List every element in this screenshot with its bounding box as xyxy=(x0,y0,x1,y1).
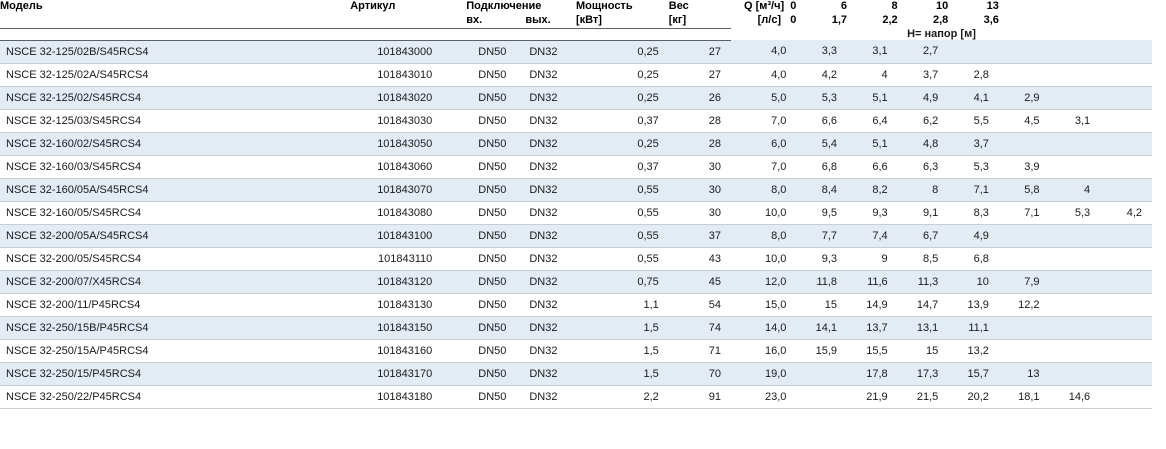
cell-spacer xyxy=(245,86,350,109)
cell-h-1: 6,6 xyxy=(796,109,847,132)
cell-h-6 xyxy=(1050,40,1101,63)
cell-h-7 xyxy=(1100,86,1152,109)
cell-h-3: 4,9 xyxy=(898,86,949,109)
header-article: Артикул xyxy=(350,0,466,28)
cell-h-6 xyxy=(1050,293,1101,316)
cell-connection-in: DN50 xyxy=(466,224,525,247)
cell-article: 101843010 xyxy=(350,63,466,86)
q-ls-value-4-cell: 3,6 xyxy=(948,14,999,28)
cell-h-1: 3,3 xyxy=(796,40,847,63)
cell-h-2: 13,7 xyxy=(847,316,898,339)
cell-power: 0,37 xyxy=(576,109,669,132)
cell-connection-out: DN32 xyxy=(525,86,576,109)
cell-article: 101843070 xyxy=(350,178,466,201)
cell-weight: 28 xyxy=(669,132,731,155)
cell-h-3: 14,7 xyxy=(898,293,949,316)
q-value-0: 0 xyxy=(790,0,797,12)
cell-h-6 xyxy=(1050,224,1101,247)
cell-power: 1,5 xyxy=(576,362,669,385)
cell-h-6 xyxy=(1050,63,1101,86)
cell-h-0: 12,0 xyxy=(731,270,796,293)
cell-power: 1,5 xyxy=(576,339,669,362)
cell-h-4: 5,3 xyxy=(948,155,999,178)
cell-h-6: 5,3 xyxy=(1050,201,1101,224)
cell-h-2: 9 xyxy=(847,247,898,270)
cell-connection-in: DN50 xyxy=(466,155,525,178)
cell-h-4: 8,3 xyxy=(948,201,999,224)
cell-connection-out: DN32 xyxy=(525,385,576,408)
cell-weight: 26 xyxy=(669,86,731,109)
cell-h-2: 6,4 xyxy=(847,109,898,132)
cell-power: 0,37 xyxy=(576,155,669,178)
cell-h-3: 6,7 xyxy=(898,224,949,247)
cell-h-0: 19,0 xyxy=(731,362,796,385)
q-value-4-cell: 13 xyxy=(948,0,999,14)
cell-connection-in: DN50 xyxy=(466,109,525,132)
cell-weight: 43 xyxy=(669,247,731,270)
header-connection-in: вх. xyxy=(466,14,525,28)
cell-model: NSCE 32-160/02/S45RCS4 xyxy=(0,132,245,155)
table-row[interactable] xyxy=(0,86,1152,109)
header-q-label: Q [м³/ч] 0 xyxy=(731,0,796,14)
cell-connection-out: DN32 xyxy=(525,155,576,178)
cell-spacer xyxy=(245,40,350,63)
cell-h-2: 5,1 xyxy=(847,86,898,109)
cell-model: NSCE 32-250/15A/P45RCS4 xyxy=(0,339,245,362)
cell-connection-in: DN50 xyxy=(466,201,525,224)
cell-h-5: 7,1 xyxy=(999,201,1050,224)
cell-h-3: 6,2 xyxy=(898,109,949,132)
cell-connection-in: DN50 xyxy=(466,40,525,63)
header-weight-label: Вес xyxy=(668,0,689,12)
cell-spacer xyxy=(245,362,350,385)
cell-connection-in: DN50 xyxy=(466,178,525,201)
cell-weight: 28 xyxy=(669,109,731,132)
cell-weight: 30 xyxy=(669,155,731,178)
q-ls-value-1-cell: 1,7 xyxy=(796,14,847,28)
cell-h-6 xyxy=(1050,247,1101,270)
cell-connection-in: DN50 xyxy=(466,86,525,109)
cell-connection-out: DN32 xyxy=(525,178,576,201)
cell-power: 0,25 xyxy=(576,132,669,155)
cell-connection-out: DN32 xyxy=(525,132,576,155)
cell-h-3: 11,3 xyxy=(898,270,949,293)
cell-h-7 xyxy=(1100,385,1152,408)
cell-h-0: 23,0 xyxy=(731,385,796,408)
header-power-label: Мощность xyxy=(575,0,633,12)
cell-power: 0,55 xyxy=(576,201,669,224)
cell-h-6 xyxy=(1050,155,1101,178)
cell-model: NSCE 32-250/15/P45RCS4 xyxy=(0,362,245,385)
cell-connection-in: DN50 xyxy=(466,339,525,362)
cell-weight: 91 xyxy=(669,385,731,408)
cell-h-1: 6,8 xyxy=(796,155,847,178)
cell-spacer xyxy=(245,293,350,316)
cell-connection-out: DN32 xyxy=(525,362,576,385)
table-row[interactable] xyxy=(0,40,1152,63)
cell-h-3: 21,5 xyxy=(898,385,949,408)
cell-h-3: 13,1 xyxy=(898,316,949,339)
cell-h-0: 7,0 xyxy=(731,109,796,132)
cell-h-1: 5,3 xyxy=(796,86,847,109)
cell-h-2: 5,1 xyxy=(847,132,898,155)
cell-article: 101843000 xyxy=(350,40,466,63)
cell-weight: 45 xyxy=(669,270,731,293)
cell-h-7 xyxy=(1100,178,1152,201)
cell-h-6 xyxy=(1050,339,1101,362)
cell-h-1: 11,8 xyxy=(796,270,847,293)
cell-h-7 xyxy=(1100,293,1152,316)
cell-h-2: 14,9 xyxy=(847,293,898,316)
cell-power: 0,55 xyxy=(576,178,669,201)
header-weight xyxy=(669,0,731,28)
cell-spacer xyxy=(245,109,350,132)
cell-h-2: 17,8 xyxy=(847,362,898,385)
cell-h-5: 7,9 xyxy=(999,270,1050,293)
cell-connection-in: DN50 xyxy=(466,63,525,86)
q-ls-value-2-cell: 2,2 xyxy=(847,14,898,28)
cell-h-1: 9,3 xyxy=(796,247,847,270)
cell-spacer xyxy=(245,339,350,362)
cell-h-4 xyxy=(948,40,999,63)
cell-h-4: 4,9 xyxy=(948,224,999,247)
cell-article: 101843130 xyxy=(350,293,466,316)
cell-h-7 xyxy=(1100,40,1152,63)
cell-power: 1,1 xyxy=(576,293,669,316)
cell-h-7 xyxy=(1100,362,1152,385)
cell-power: 0,25 xyxy=(576,40,669,63)
cell-h-0: 4,0 xyxy=(731,40,796,63)
cell-model: NSCE 32-250/22/P45RCS4 xyxy=(0,385,245,408)
cell-weight: 27 xyxy=(669,63,731,86)
cell-connection-out: DN32 xyxy=(525,316,576,339)
cell-power: 0,25 xyxy=(576,86,669,109)
cell-article: 101843020 xyxy=(350,86,466,109)
cell-h-2: 4 xyxy=(847,63,898,86)
cell-h-1: 7,7 xyxy=(796,224,847,247)
cell-h-0: 6,0 xyxy=(731,132,796,155)
cell-h-6: 3,1 xyxy=(1050,109,1101,132)
table-row[interactable] xyxy=(0,247,1152,270)
table-row[interactable] xyxy=(0,316,1152,339)
cell-article: 101843030 xyxy=(350,109,466,132)
cell-spacer xyxy=(245,63,350,86)
cell-spacer xyxy=(245,155,350,178)
cell-article: 101843120 xyxy=(350,270,466,293)
table-row[interactable] xyxy=(0,178,1152,201)
cell-model: NSCE 32-125/02B/S45RCS4 xyxy=(0,40,245,63)
cell-h-2: 11,6 xyxy=(847,270,898,293)
cell-h-7 xyxy=(1100,339,1152,362)
cell-connection-in: DN50 xyxy=(466,270,525,293)
cell-connection-in: DN50 xyxy=(466,132,525,155)
header-power xyxy=(576,0,669,28)
cell-h-0: 10,0 xyxy=(731,247,796,270)
cell-h-5 xyxy=(999,247,1050,270)
cell-h-7 xyxy=(1100,316,1152,339)
cell-h-7: 4,2 xyxy=(1100,201,1152,224)
cell-h-4: 13,9 xyxy=(948,293,999,316)
cell-h-5 xyxy=(999,132,1050,155)
table-row[interactable] xyxy=(0,293,1152,316)
q-value-5-cell xyxy=(999,0,1050,14)
table-header-row-1 xyxy=(0,0,1152,14)
q-ls-value-6-cell xyxy=(1050,14,1101,28)
cell-weight: 37 xyxy=(669,224,731,247)
cell-h-5: 2,9 xyxy=(999,86,1050,109)
cell-connection-out: DN32 xyxy=(525,270,576,293)
cell-h-2: 7,4 xyxy=(847,224,898,247)
cell-h-2: 8,2 xyxy=(847,178,898,201)
cell-spacer xyxy=(245,178,350,201)
cell-model: NSCE 32-160/03/S45RCS4 xyxy=(0,155,245,178)
cell-h-3: 4,8 xyxy=(898,132,949,155)
cell-h-7 xyxy=(1100,224,1152,247)
cell-model: NSCE 32-160/05/S45RCS4 xyxy=(0,201,245,224)
cell-h-3: 8 xyxy=(898,178,949,201)
table-row[interactable] xyxy=(0,362,1152,385)
cell-h-4: 15,7 xyxy=(948,362,999,385)
cell-h-1: 5,4 xyxy=(796,132,847,155)
cell-power: 0,55 xyxy=(576,224,669,247)
cell-spacer xyxy=(245,132,350,155)
q-value-6-cell xyxy=(1050,0,1101,14)
cell-h-5: 13 xyxy=(999,362,1050,385)
cell-h-1: 4,2 xyxy=(796,63,847,86)
cell-h-1: 15 xyxy=(796,293,847,316)
table-row[interactable] xyxy=(0,132,1152,155)
cell-h-3: 15 xyxy=(898,339,949,362)
cell-h-7 xyxy=(1100,132,1152,155)
cell-connection-in: DN50 xyxy=(466,362,525,385)
cell-spacer xyxy=(245,270,350,293)
cell-h-6 xyxy=(1050,132,1101,155)
cell-h-3: 6,3 xyxy=(898,155,949,178)
cell-h-2: 15,5 xyxy=(847,339,898,362)
header-blank-left xyxy=(0,28,731,40)
cell-connection-out: DN32 xyxy=(525,63,576,86)
cell-h-7 xyxy=(1100,109,1152,132)
cell-h-5: 5,8 xyxy=(999,178,1050,201)
cell-weight: 27 xyxy=(669,40,731,63)
cell-h-0: 14,0 xyxy=(731,316,796,339)
cell-h-4: 4,1 xyxy=(948,86,999,109)
table-header-row-3 xyxy=(0,28,1152,40)
cell-h-4: 6,8 xyxy=(948,247,999,270)
cell-h-5: 18,1 xyxy=(999,385,1050,408)
table-row[interactable] xyxy=(0,339,1152,362)
table-row[interactable] xyxy=(0,385,1152,408)
cell-h-3: 2,7 xyxy=(898,40,949,63)
cell-h-0: 8,0 xyxy=(731,224,796,247)
header-q-unit: [л/с] 0 xyxy=(731,14,796,28)
cell-model: NSCE 32-125/02/S45RCS4 xyxy=(0,86,245,109)
cell-h-5: 4,5 xyxy=(999,109,1050,132)
cell-h-5: 3,9 xyxy=(999,155,1050,178)
cell-article: 101843060 xyxy=(350,155,466,178)
cell-h-0: 10,0 xyxy=(731,201,796,224)
cell-article: 101843100 xyxy=(350,224,466,247)
cell-weight: 74 xyxy=(669,316,731,339)
cell-h-7 xyxy=(1100,247,1152,270)
cell-model: NSCE 32-125/02A/S45RCS4 xyxy=(0,63,245,86)
cell-power: 0,55 xyxy=(576,247,669,270)
cell-model: NSCE 32-200/05A/S45RCS4 xyxy=(0,224,245,247)
q-value-7-cell xyxy=(1100,0,1152,14)
q-value-2-cell: 8 xyxy=(847,0,898,14)
cell-model: NSCE 32-200/05/S45RCS4 xyxy=(0,247,245,270)
cell-connection-out: DN32 xyxy=(525,339,576,362)
q-value-3-cell: 10 xyxy=(898,0,949,14)
cell-h-3: 17,3 xyxy=(898,362,949,385)
cell-h-5 xyxy=(999,316,1050,339)
cell-h-4: 2,8 xyxy=(948,63,999,86)
cell-h-3: 8,5 xyxy=(898,247,949,270)
cell-power: 1,5 xyxy=(576,316,669,339)
cell-article: 101843180 xyxy=(350,385,466,408)
header-power-unit: [кВт] xyxy=(575,13,602,26)
cell-h-0: 4,0 xyxy=(731,63,796,86)
q-ls-value-3-cell: 2,8 xyxy=(898,14,949,28)
cell-h-4: 3,7 xyxy=(948,132,999,155)
cell-connection-out: DN32 xyxy=(525,224,576,247)
cell-h-6: 14,6 xyxy=(1050,385,1101,408)
cell-h-6 xyxy=(1050,316,1101,339)
cell-connection-in: DN50 xyxy=(466,385,525,408)
cell-h-1: 15,9 xyxy=(796,339,847,362)
cell-model: NSCE 32-160/05A/S45RCS4 xyxy=(0,178,245,201)
cell-connection-in: DN50 xyxy=(466,293,525,316)
cell-h-0: 8,0 xyxy=(731,178,796,201)
cell-h-1: 9,5 xyxy=(796,201,847,224)
cell-article: 101843080 xyxy=(350,201,466,224)
table-row[interactable] xyxy=(0,270,1152,293)
cell-h-1 xyxy=(796,385,847,408)
cell-model: NSCE 32-200/07/X45RCS4 xyxy=(0,270,245,293)
cell-h-7 xyxy=(1100,270,1152,293)
cell-h-7 xyxy=(1100,63,1152,86)
header-h-napor: H= напор [м] xyxy=(907,28,976,40)
cell-weight: 71 xyxy=(669,339,731,362)
cell-weight: 30 xyxy=(669,201,731,224)
cell-h-3: 3,7 xyxy=(898,63,949,86)
cell-h-5 xyxy=(999,224,1050,247)
cell-weight: 30 xyxy=(669,178,731,201)
cell-h-2: 3,1 xyxy=(847,40,898,63)
table-row[interactable] xyxy=(0,63,1152,86)
cell-h-5: 12,2 xyxy=(999,293,1050,316)
cell-article: 101843160 xyxy=(350,339,466,362)
cell-connection-in: DN50 xyxy=(466,247,525,270)
cell-h-1: 8,4 xyxy=(796,178,847,201)
cell-h-5 xyxy=(999,339,1050,362)
cell-h-6: 4 xyxy=(1050,178,1101,201)
cell-h-6 xyxy=(1050,362,1101,385)
cell-h-1: 14,1 xyxy=(796,316,847,339)
cell-spacer xyxy=(245,385,350,408)
cell-power: 0,25 xyxy=(576,63,669,86)
cell-model: NSCE 32-200/11/P45RCS4 xyxy=(0,293,245,316)
table-row[interactable] xyxy=(0,224,1152,247)
q-ls-value-7-cell xyxy=(1100,14,1152,28)
q-value-1-cell: 6 xyxy=(796,0,847,14)
cell-connection-out: DN32 xyxy=(525,247,576,270)
cell-spacer xyxy=(245,247,350,270)
cell-h-0: 15,0 xyxy=(731,293,796,316)
cell-weight: 54 xyxy=(669,293,731,316)
cell-connection-out: DN32 xyxy=(525,40,576,63)
cell-h-0: 16,0 xyxy=(731,339,796,362)
cell-h-0: 7,0 xyxy=(731,155,796,178)
cell-model: NSCE 32-250/15B/P45RCS4 xyxy=(0,316,245,339)
cell-h-4: 5,5 xyxy=(948,109,999,132)
cell-h-3: 9,1 xyxy=(898,201,949,224)
cell-h-4: 7,1 xyxy=(948,178,999,201)
cell-h-6 xyxy=(1050,86,1101,109)
cell-connection-in: DN50 xyxy=(466,316,525,339)
cell-connection-out: DN32 xyxy=(525,109,576,132)
cell-article: 101843150 xyxy=(350,316,466,339)
cell-power: 2,2 xyxy=(576,385,669,408)
cell-h-2: 9,3 xyxy=(847,201,898,224)
cell-power: 0,75 xyxy=(576,270,669,293)
cell-h-0: 5,0 xyxy=(731,86,796,109)
header-connection-out: вых. xyxy=(525,14,576,28)
cell-spacer xyxy=(245,201,350,224)
cell-h-2: 21,9 xyxy=(847,385,898,408)
cell-h-7 xyxy=(1100,155,1152,178)
cell-h-4: 10 xyxy=(948,270,999,293)
cell-article: 101843050 xyxy=(350,132,466,155)
q-ls-value-5-cell xyxy=(999,14,1050,28)
cell-model: NSCE 32-125/03/S45RCS4 xyxy=(0,109,245,132)
header-spacer xyxy=(245,0,350,28)
cell-spacer xyxy=(245,224,350,247)
cell-h-4: 13,2 xyxy=(948,339,999,362)
cell-weight: 70 xyxy=(669,362,731,385)
header-weight-unit: [кг] xyxy=(668,13,687,26)
table-row[interactable] xyxy=(0,201,1152,224)
cell-connection-out: DN32 xyxy=(525,201,576,224)
cell-h-4: 20,2 xyxy=(948,385,999,408)
cell-h-6 xyxy=(1050,270,1101,293)
cell-h-2: 6,6 xyxy=(847,155,898,178)
q-ls-value-0: 0 xyxy=(790,13,797,26)
cell-h-5 xyxy=(999,40,1050,63)
cell-connection-out: DN32 xyxy=(525,293,576,316)
table-row[interactable] xyxy=(0,155,1152,178)
cell-spacer xyxy=(245,316,350,339)
cell-h-5 xyxy=(999,63,1050,86)
cell-h-1 xyxy=(796,362,847,385)
cell-article: 101843170 xyxy=(350,362,466,385)
table-row[interactable] xyxy=(0,109,1152,132)
cell-h-4: 11,1 xyxy=(948,316,999,339)
header-model: Модель xyxy=(0,0,245,28)
cell-article: 101843110 xyxy=(350,247,466,270)
header-connection: Подключение xyxy=(466,0,576,14)
